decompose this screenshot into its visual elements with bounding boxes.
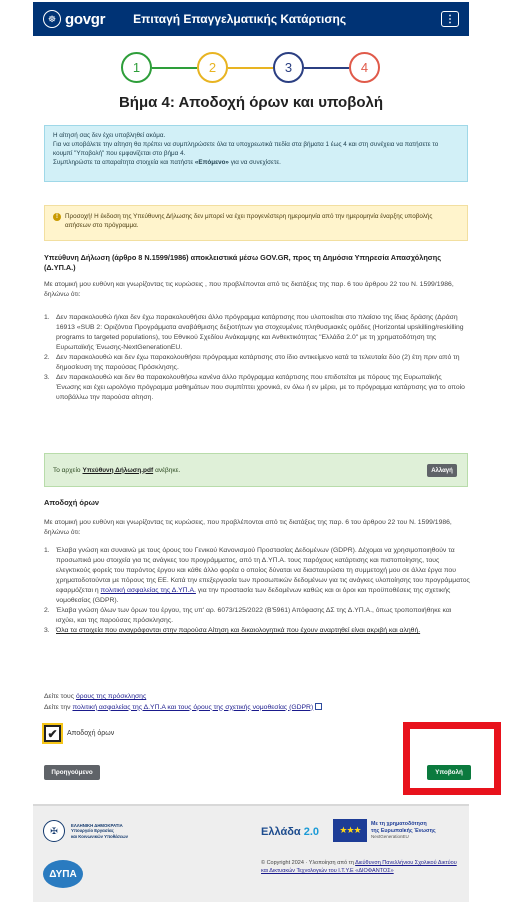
item-text: Δεν παρακολουθώ και δεν έχω παρακολουθήσει πρόγραμμα κατάρτισης στο ίδιο αντικείμενο κατά τα τελευταία δύο (2) έτη πριν από τη δημοσίευση της παρούσας Πρόσκλησης. bbox=[56, 354, 460, 371]
declaration-heading: Υπεύθυνη Δήλωση (άρθρο 8 Ν.1599/1986) αποκλειστικά μέσω GOV.GR, προς τη Δημόσια Υπηρεσία Απασχόλησης (Δ.ΥΠ.Α.) bbox=[44, 253, 442, 272]
ministry-line: Υπουργείο Εργασίας bbox=[71, 828, 114, 834]
item-text: Όλα τα στοιχεία που αναγράφονται στην παρούσα Αίτηση και δικαιολογητικά που έχουν αναρτηθεί είναι ακριβή και αληθή. bbox=[56, 627, 421, 634]
eu-flag-icon: ★★★ bbox=[333, 819, 367, 842]
eu-funding-text bbox=[371, 821, 467, 841]
terms-text: για την προστασία των δεδομένων καθώς και οι όροι και προϋποθέσεις της σχετικής νομοθεσίας (GDPR). bbox=[56, 587, 451, 604]
item-number: 2. bbox=[44, 354, 50, 361]
highlight-box bbox=[403, 722, 501, 795]
govgr-logo[interactable] bbox=[43, 10, 105, 28]
upload-success-alert bbox=[44, 453, 468, 487]
see-links bbox=[44, 692, 322, 712]
accept-terms-checkbox[interactable]: ✔ bbox=[44, 725, 61, 742]
see-line bbox=[44, 692, 322, 702]
step-3[interactable]: 3 bbox=[273, 52, 304, 83]
eu-line: NextGenerationEU bbox=[371, 834, 409, 839]
item-text bbox=[56, 546, 470, 606]
change-file-button[interactable]: Αλλαγή bbox=[427, 464, 457, 477]
gsn-link[interactable]: Διεύθυνση Πανελλήνιου Σχολικού Δικτύου και Δικτυακών Τεχνολογιών του Ι.Τ.Υ.Ε «ΔΙΟΦΑΝΤΟΣ» bbox=[261, 860, 457, 874]
item-number: 2. bbox=[44, 607, 50, 614]
copyright-text: © Copyright 2024 · Υλοποίηση από τη bbox=[261, 860, 354, 866]
info-line: Για να υποβάλετε την αίτηση θα πρέπει να συμπληρώσετε όλα τα υποχρεωτικά πεδία στα βήματα 1 έως 4 και στη συνέχεια να πατήσετε το κουμπί "Υποβολή" που εμφανίζεται στο βήμα 4. bbox=[53, 141, 439, 157]
accept-terms-row bbox=[44, 725, 114, 742]
info-text: για να συνεχίσετε. bbox=[230, 159, 281, 166]
list-item bbox=[44, 373, 468, 403]
kebab-menu-button[interactable] bbox=[441, 11, 459, 27]
terms-text: Έλαβα γνώση και συναινώ με τους όρους του Γενικού Κανονισμού Προστασίας Δεδομένων (GDPR). Δέχομαι να χρησιμοποιηθούν τα προσωπικά μου στοιχεία για τις ανάγκες του προγράμματος, από τη Δ.ΥΠ.Α. τους παρόχους κατάρτισης και πιστοποίησης, τους ελεγκτικούς φορείς του παρόντος έργου και κάθε άλλο φορέα ο οποίος δύναται να διασταυρώσει τη συμμετοχή μου σε άλλα έργα που χρηματοδοτούνται με πόρους της ΕΕ. Κατά την επεξεργασία των προσωπικών δεδομένων για τις ανάγκες υλοποίησης του προγράμματος εφαρμόζεται η bbox=[56, 547, 470, 594]
ministry-line: και Κοινωνικών Υποθέσεων bbox=[71, 833, 129, 839]
dypa-logo[interactable]: ΔΥΠΑ bbox=[43, 860, 83, 888]
item-number: 1. bbox=[44, 314, 50, 321]
step-1[interactable]: 1 bbox=[121, 52, 152, 83]
eu-line: της Ευρωπαϊκής Ένωσης bbox=[371, 827, 436, 834]
top-bar bbox=[0, 0, 519, 38]
eu-line: Με τη χρηματοδότηση bbox=[371, 821, 427, 827]
warning-alert bbox=[44, 205, 468, 241]
terms-list bbox=[44, 546, 470, 636]
ministry-text bbox=[71, 823, 128, 840]
warning-icon: ! bbox=[53, 213, 61, 221]
brand-text: govgr bbox=[65, 10, 106, 28]
terms-heading: Αποδοχή όρων bbox=[44, 498, 100, 507]
item-number: 3. bbox=[44, 627, 50, 634]
step-connector bbox=[228, 67, 273, 69]
ministry-logo[interactable] bbox=[43, 820, 128, 842]
list-item bbox=[44, 546, 470, 606]
item-number: 1. bbox=[44, 547, 50, 554]
item-text: Έλαβα γνώση όλων των όρων του έργου, της υπ' αρ. 6073/125/2022 (Β'5961) Απόφασης ΔΣ της Δ.ΥΠ.Α., όπως τροποποιήθηκε και ισχύει, και της παρούσας πρόσκλησης. bbox=[56, 607, 452, 624]
ministry-line: ΕΛΛΗΝΙΚΗ ΔΗΜΟΚΡΑΤΙΑ bbox=[71, 822, 123, 828]
greek-seal-icon: ✠ bbox=[43, 820, 65, 842]
see-line bbox=[44, 702, 322, 713]
info-line: Η αίτησή σας δεν έχει υποβληθεί ακόμα. bbox=[53, 132, 166, 139]
submit-button[interactable]: Υποβολή bbox=[427, 765, 471, 780]
list-item bbox=[44, 313, 468, 353]
gdpr-policy-link[interactable]: πολιτική ασφαλείας της Δ.ΥΠ.Α και τους όρους της σχετικής νομοθεσίας (GDPR) bbox=[72, 703, 314, 711]
list-item bbox=[44, 606, 470, 626]
app-title: Επιταγή Επαγγελματικής Κατάρτισης bbox=[133, 12, 347, 26]
upload-text: ανέβηκε. bbox=[155, 466, 181, 474]
terms-intro: Με ατομική μου ευθύνη και γνωρίζοντας τις κυρώσεις, που προβλέπονται από τις διατάξεις της παρ. 6 του άρθρου 22 του Ν. 1599/1986, δηλώνω ότι: bbox=[44, 519, 452, 536]
greece20-num: 2.0 bbox=[303, 826, 319, 838]
declaration-intro: Με ατομική μου ευθύνη και γνωρίζοντας τις κυρώσεις , που προβλέπονται από τις διατάξεις της παρ. 6 του άρθρου 22 του Ν. 1599/1986, δηλώνω ότι: bbox=[44, 281, 454, 298]
call-terms-link[interactable]: όρους της πρόσκλησης bbox=[75, 693, 147, 700]
see-text: Δείτε τους bbox=[44, 693, 75, 700]
greece20-text: Ελλάδα bbox=[261, 826, 301, 838]
step-connector bbox=[304, 67, 349, 69]
accept-terms-label[interactable]: Αποδοχή όρων bbox=[67, 730, 115, 737]
item-text: Δεν παρακολουθώ και δεν θα παρακολουθήσω κανένα άλλο πρόγραμμα κατάρτισης που επιδοτείται με πόρους της Ευρωπαϊκής Ένωσης και έχει ωρολόγιο πρόγραμμα μαθημάτων που συμπίπτει χρονικά, εν όλω ή εν μέρει, με το πρόγραμμα κατάρτισης για το οποίο υποβάλλω την παρούσα αίτηση. bbox=[56, 374, 465, 401]
uploaded-file-link[interactable]: Υπεύθυνη Δήλωση.pdf bbox=[82, 466, 154, 474]
see-text: Δείτε την bbox=[44, 703, 71, 711]
previous-button[interactable]: Προηγούμενο bbox=[44, 765, 100, 780]
step-connector bbox=[152, 67, 197, 69]
page-title: Βήμα 4: Αποδοχή όρων και υποβολή bbox=[118, 94, 384, 111]
security-policy-link[interactable]: πολιτική ασφαλείας της Δ.ΥΠ.Α. bbox=[100, 587, 196, 594]
footer bbox=[33, 804, 469, 902]
greece-2-0-logo bbox=[261, 826, 319, 838]
header bbox=[33, 2, 469, 36]
info-alert bbox=[44, 125, 468, 182]
step-4[interactable]: 4 bbox=[349, 52, 380, 83]
info-bold: «Επόμενο» bbox=[194, 159, 229, 166]
seal-icon: ☸ bbox=[43, 10, 61, 28]
stepper bbox=[121, 52, 381, 84]
item-number: 3. bbox=[44, 374, 50, 381]
main-content bbox=[33, 38, 469, 804]
step-2[interactable]: 2 bbox=[197, 52, 228, 83]
item-text: Δεν παρακολουθώ ή/και δεν έχω παρακολουθήσει άλλο πρόγραμμα κατάρτισης που υλοποιείται στο πλαίσιο της ίδιας δράσης (Δράση 16913 «SUB 2: Οριζόντια Προγράμματα αναβάθμισης δεξιοτήτων για στοχευμένες πληθυσμιακές ομάδες (Horizontal upskilling/reskilling programs to targeted populations), του Εθνικού Σχεδίου Ανάκαμψης και Ανθεκτικότητας "Ελλάδα 2.0" με τη χρηματοδότηση της Ευρωπαϊκής Ένωσης-NextGenerationEU. bbox=[56, 314, 464, 351]
declaration-list bbox=[44, 313, 468, 403]
info-text: Συμπληρώστε τα απαραίτητα στοιχεία και πατήστε bbox=[53, 159, 194, 166]
upload-text: Το αρχείο bbox=[53, 466, 81, 474]
kebab-icon: ⋮ bbox=[445, 13, 455, 25]
list-item bbox=[44, 626, 470, 636]
copyright bbox=[261, 859, 465, 875]
warning-text: Προσοχή! Η έκδοση της Υπεύθυνης Δήλωσης δεν μπορεί να έχει προγενέστερη ημερομηνία από την ημερομηνία έναρξης υποβολής αιτήσεων στο πρόγραμμα. bbox=[65, 213, 433, 229]
external-link-icon bbox=[315, 703, 322, 710]
list-item bbox=[44, 353, 468, 373]
info-line bbox=[53, 158, 459, 167]
